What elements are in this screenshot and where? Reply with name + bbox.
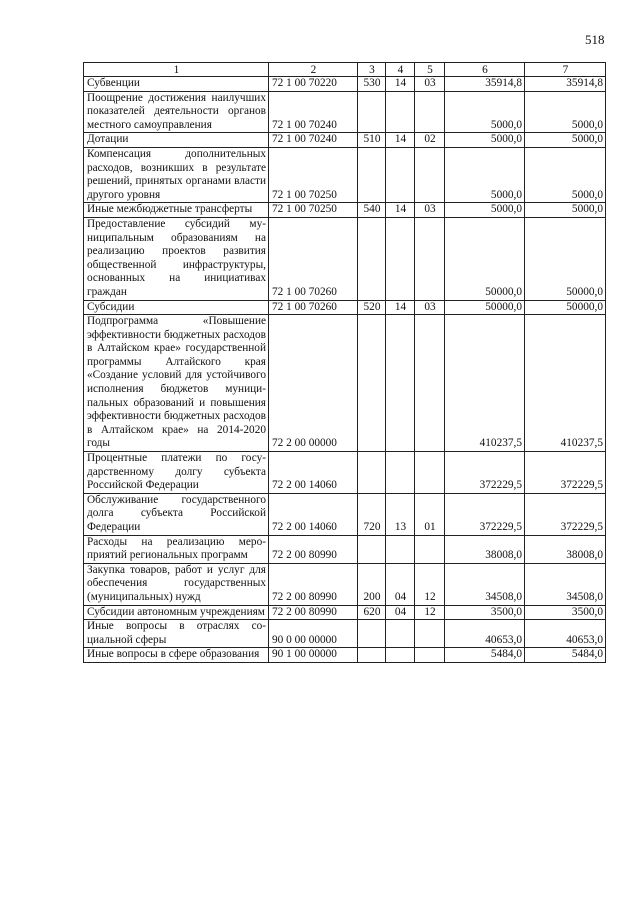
row-col3-cell (358, 648, 386, 663)
row-col4-cell: 14 (386, 77, 415, 92)
row-value6-cell: 372229,5 (445, 452, 525, 494)
row-col3-cell (358, 91, 386, 133)
table-row (84, 493, 606, 535)
row-value7-cell: 50000,0 (525, 217, 606, 300)
row-col3-cell: 510 (358, 133, 386, 148)
row-value7-cell: 372229,5 (525, 452, 606, 494)
row-col4-cell (386, 91, 415, 133)
row-code-cell: 72 1 00 70220 (269, 77, 358, 92)
row-value7-cell: 38008,0 (525, 535, 606, 563)
row-col5-cell (415, 91, 445, 133)
budget-table-body (84, 63, 606, 663)
row-value6-cell: 34508,0 (445, 563, 525, 605)
row-name-cell: Иные вопросы в отраслях социальной сферы (84, 620, 269, 648)
row-col4-cell: 04 (386, 605, 415, 620)
row-name-cell: Поощрение достижения наилучших показателей деятельности органов местного самоуправления (84, 91, 269, 133)
row-col5-cell (415, 315, 445, 452)
row-name-cell: Обслуживание государственного долга субъекта Российской Федерации (84, 493, 269, 535)
table-row (84, 203, 606, 218)
table-row (84, 605, 606, 620)
row-col5-cell (415, 620, 445, 648)
row-col4-cell (386, 620, 415, 648)
row-col3-cell (358, 217, 386, 300)
row-name-cell: Дотации (84, 133, 269, 148)
row-col3-cell (358, 535, 386, 563)
row-col5-cell: 03 (415, 203, 445, 218)
row-value6-cell: 35914,8 (445, 77, 525, 92)
row-code-cell: 72 2 00 14060 (269, 493, 358, 535)
row-name-cell: Субсидии (84, 300, 269, 315)
row-value6-cell: 372229,5 (445, 493, 525, 535)
row-col3-cell: 200 (358, 563, 386, 605)
row-col3-cell (358, 315, 386, 452)
row-name-cell: Субсидии автономным учреждениям (84, 605, 269, 620)
row-name-cell: Субвенции (84, 77, 269, 92)
row-value6-cell: 5000,0 (445, 147, 525, 202)
row-col3-cell: 620 (358, 605, 386, 620)
row-value6-cell: 50000,0 (445, 217, 525, 300)
header-cell-1: 1 (84, 63, 269, 77)
row-col5-cell: 02 (415, 133, 445, 148)
row-value7-cell: 34508,0 (525, 563, 606, 605)
row-col3-cell: 520 (358, 300, 386, 315)
row-value6-cell: 40653,0 (445, 620, 525, 648)
row-code-cell: 72 2 00 14060 (269, 452, 358, 494)
page-number: 518 (585, 32, 605, 47)
row-value6-cell: 50000,0 (445, 300, 525, 315)
row-value7-cell: 5000,0 (525, 203, 606, 218)
row-col5-cell (415, 452, 445, 494)
row-name-cell: Иные вопросы в сфере образования (84, 648, 269, 663)
row-col5-cell: 12 (415, 605, 445, 620)
row-col4-cell: 14 (386, 133, 415, 148)
row-name-cell: Предоставление субсидий муниципальным образованиям на реализацию проектов развития общественной инфраструктуры, основанных на инициативах граждан (84, 217, 269, 300)
row-col3-cell: 530 (358, 77, 386, 92)
row-col5-cell: 12 (415, 563, 445, 605)
row-col4-cell (386, 535, 415, 563)
table-row (84, 300, 606, 315)
row-name-cell: Процентные платежи по государственному долгу субъекта Российской Федерации (84, 452, 269, 494)
row-col4-cell (386, 147, 415, 202)
table-row (84, 648, 606, 663)
table-row (84, 535, 606, 563)
row-code-cell: 72 2 00 00000 (269, 315, 358, 452)
row-code-cell: 72 1 00 70250 (269, 147, 358, 202)
row-value7-cell: 50000,0 (525, 300, 606, 315)
row-value7-cell: 35914,8 (525, 77, 606, 92)
row-value7-cell: 5000,0 (525, 147, 606, 202)
row-value6-cell: 3500,0 (445, 605, 525, 620)
row-col5-cell: 01 (415, 493, 445, 535)
row-name-cell: Закупка товаров, работ и услуг для обеспечения государственных (муниципальных) нужд (84, 563, 269, 605)
row-col4-cell (386, 217, 415, 300)
row-name-cell: Компенсация дополнительных расходов, возникших в результате решений, принятых органами власти другого уровня (84, 147, 269, 202)
row-col5-cell (415, 648, 445, 663)
row-code-cell: 72 1 00 70240 (269, 91, 358, 133)
row-col4-cell (386, 315, 415, 452)
table-row (84, 563, 606, 605)
header-cell-2: 2 (269, 63, 358, 77)
row-name-cell: Иные межбюджетные трансферты (84, 203, 269, 218)
row-col5-cell (415, 535, 445, 563)
row-value7-cell: 5000,0 (525, 133, 606, 148)
row-value6-cell: 410237,5 (445, 315, 525, 452)
table-row (84, 217, 606, 300)
row-code-cell: 72 2 00 80990 (269, 563, 358, 605)
row-code-cell: 72 2 00 80990 (269, 605, 358, 620)
table-row (84, 77, 606, 92)
row-col5-cell (415, 147, 445, 202)
row-code-cell: 90 1 00 00000 (269, 648, 358, 663)
row-col4-cell: 04 (386, 563, 415, 605)
row-code-cell: 72 1 00 70260 (269, 217, 358, 300)
table-row (84, 133, 606, 148)
row-code-cell: 72 1 00 70240 (269, 133, 358, 148)
row-code-cell: 72 2 00 80990 (269, 535, 358, 563)
row-value7-cell: 5000,0 (525, 91, 606, 133)
row-col5-cell: 03 (415, 77, 445, 92)
row-code-cell: 72 1 00 70260 (269, 300, 358, 315)
header-cell-7: 7 (525, 63, 606, 77)
header-row (84, 63, 606, 77)
row-col3-cell: 540 (358, 203, 386, 218)
row-value7-cell: 5484,0 (525, 648, 606, 663)
row-name-cell: Расходы на реализацию мероприятий региональных программ (84, 535, 269, 563)
row-name-cell: Подпрограмма «Повышение эффективности бюджетных расходов в Алтайском крае» государственной программы Алтайского края «Создание условий для устойчивого исполнения бюджетов муниципальных образований и повышения эффективности бюджетных расходов в Алтайском крае» на 2014-2020 годы (84, 315, 269, 452)
row-col4-cell: 14 (386, 203, 415, 218)
budget-table (83, 62, 606, 663)
row-value6-cell: 38008,0 (445, 535, 525, 563)
table-row (84, 91, 606, 133)
row-code-cell: 90 0 00 00000 (269, 620, 358, 648)
row-col3-cell (358, 147, 386, 202)
header-cell-6: 6 (445, 63, 525, 77)
row-col5-cell: 03 (415, 300, 445, 315)
header-cell-5: 5 (415, 63, 445, 77)
table-row (84, 452, 606, 494)
header-cell-4: 4 (386, 63, 415, 77)
table-row (84, 147, 606, 202)
row-col4-cell: 14 (386, 300, 415, 315)
row-col4-cell (386, 452, 415, 494)
row-value7-cell: 410237,5 (525, 315, 606, 452)
row-value6-cell: 5000,0 (445, 203, 525, 218)
row-col3-cell: 720 (358, 493, 386, 535)
row-col3-cell (358, 620, 386, 648)
table-row (84, 620, 606, 648)
row-code-cell: 72 1 00 70250 (269, 203, 358, 218)
row-value7-cell: 3500,0 (525, 605, 606, 620)
row-value7-cell: 40653,0 (525, 620, 606, 648)
row-value6-cell: 5000,0 (445, 133, 525, 148)
header-cell-3: 3 (358, 63, 386, 77)
row-col3-cell (358, 452, 386, 494)
row-col5-cell (415, 217, 445, 300)
row-value6-cell: 5000,0 (445, 91, 525, 133)
table-row (84, 315, 606, 452)
row-col4-cell: 13 (386, 493, 415, 535)
row-value6-cell: 5484,0 (445, 648, 525, 663)
row-col4-cell (386, 648, 415, 663)
row-value7-cell: 372229,5 (525, 493, 606, 535)
